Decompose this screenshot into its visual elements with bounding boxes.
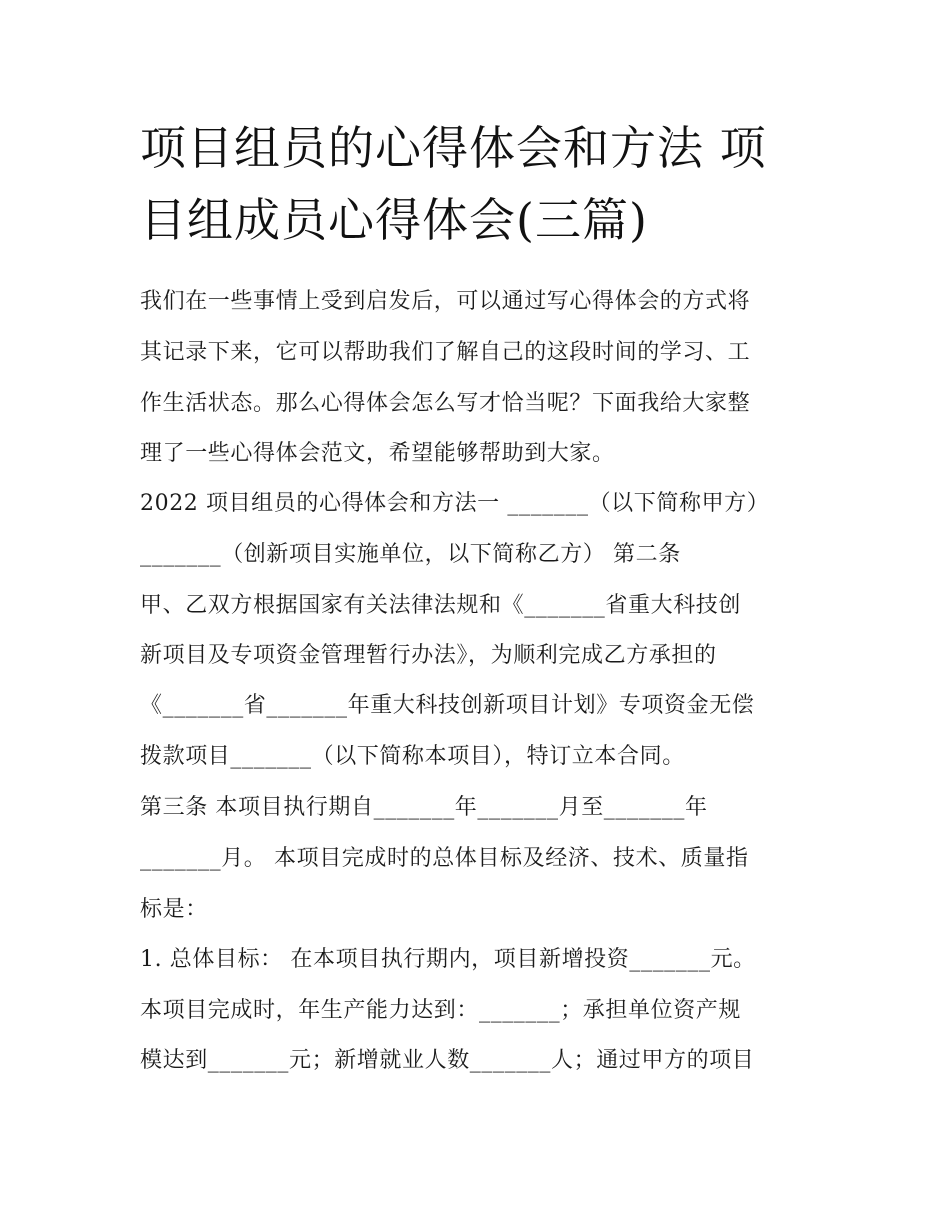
body-line-10: 拨款项目_______（以下简称本项目），特订立本合同。: [140, 744, 685, 769]
body-line-5: 2022 项目组员的心得体会和方法一 _______（以下简称甲方）: [140, 491, 770, 516]
body-line-16: 模达到_______元；新增就业人数_______人；通过甲方的项目: [140, 1048, 755, 1073]
body-line-11: 第三条 本项目执行期自_______年_______月至_______年: [140, 795, 708, 820]
body-line-6: _______（创新项目实施单位，以下简称乙方） 第二条: [140, 542, 681, 567]
document-title: [140, 112, 820, 256]
body-line-15: 本项目完成时，年生产能力达到：_______；承担单位资产规: [140, 998, 742, 1023]
body-line-7: 甲、乙双方根据国家有关法律法规和《_______省重大科技创: [140, 593, 742, 618]
title-line-2: 目组成员心得体会(三篇): [140, 193, 648, 247]
body-line-1: 我们在一些事情上受到启发后，可以通过写心得体会的方式将: [140, 289, 751, 314]
body-line-14: 1. 总体目标： 在本项目执行期内，项目新增投资_______元。: [140, 947, 756, 972]
body-line-4: 理了一些心得体会范文，希望能够帮助到大家。: [140, 441, 615, 466]
title-line-1: 项目组员的心得体会和方法 项: [140, 121, 767, 175]
body-line-9: 《_______省_______年重大科技创新项目计划》专项资金无偿: [140, 693, 755, 718]
body-line-8: 新项目及专项资金管理暂行办法》，为顺利完成乙方承担的: [140, 643, 717, 668]
body-line-12: _______月。 本项目完成时的总体目标及经济、技术、质量指: [140, 846, 749, 871]
body-line-13: 标是：: [140, 897, 208, 922]
body-line-2: 其记录下来，它可以帮助我们了解自己的这段时间的学习、工: [140, 340, 751, 365]
body-line-3: 作生活状态。那么心得体会怎么写才恰当呢？下面我给大家整: [140, 391, 751, 416]
